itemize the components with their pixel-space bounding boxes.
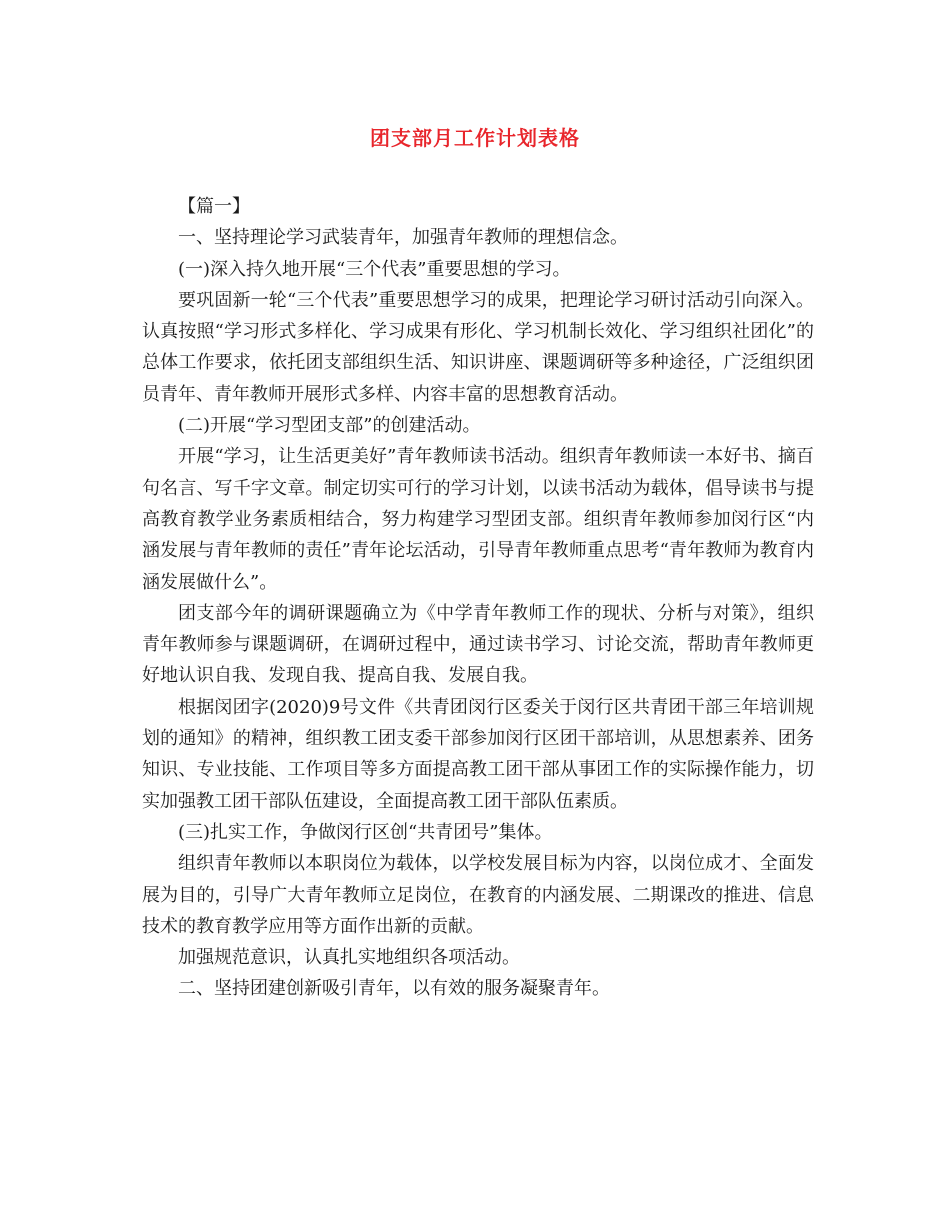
document-title: 团支部月工作计划表格 [370, 126, 580, 150]
subheading-3: (三)扎实工作，争做闵行区创“共青团号”集体。 [178, 821, 553, 843]
subheading-2: (二)开展“学习型团支部”的创建活动。 [178, 415, 481, 437]
heading-one: 一、坚持理论学习武装青年，加强青年教师的理想信念。 [178, 227, 628, 249]
subheading-1: (一)深入持久地开展“三个代表”重要思想的学习。 [178, 258, 571, 280]
section-heading-part-one: 【篇一】 [178, 196, 250, 217]
paragraph: 开展“学习，让生活更美好”青年教师读书活动。组织青年教师读一本好书、摘百句名言、写千字文章。制定切实可行的学习计划，以读书活动为载体，倡导读书与提高教育教学业务素质相结合，努力构建学习型团支部。组织青年教师参加闵行区“内涵发展与青年教师的责任”青年论坛活动，引导青年教师重点思考“青年教师为教育内涵发展做什么”。 [142, 446, 814, 593]
paragraph: 团支部今年的调研课题确立为《中学青年教师工作的现状、分析与对策》，组织青年教师参与课题调研，在调研过程中，通过读书学习、讨论交流，帮助青年教师更好地认识自我、发现自我、提高自我、发展自我。 [142, 602, 814, 687]
heading-two: 二、坚持团建创新吸引青年，以有效的服务凝聚青年。 [178, 978, 610, 1000]
paragraph: 要巩固新一轮“三个代表”重要思想学习的成果，把理论学习研讨活动引向深入。认真按照“学习形式多样化、学习成果有形化、学习机制长效化、学习组织社团化”的总体工作要求，依托团支部组织生活、知识讲座、课题调研等多种途径，广泛组织团员青年、青年教师开展形式多样、内容丰富的思想教育活动。 [142, 289, 814, 405]
document-body [142, 191, 814, 1005]
paragraph: 组织青年教师以本职岗位为载体，以学校发展目标为内容，以岗位成才、全面发展为目的，引导广大青年教师立足岗位，在教育的内涵发展、二期课改的推进、信息技术的教育教学应用等方面作出新的贡献。 [142, 853, 814, 937]
paragraph: 加强规范意识，认真扎实地组织各项活动。 [178, 947, 520, 969]
paragraph: 根据闵团字(2020)9号文件《共青团闵行区委关于闵行区共青团干部三年培训规划的通知》的精神，组织教工团支委干部参加闵行区团干部培训，从思想素养、团务知识、专业技能、工作项目等多方面提高教工团干部从事团工作的实际操作能力，切实加强教工团干部队伍建设，全面提高教工团干部队伍素质。 [142, 696, 814, 812]
